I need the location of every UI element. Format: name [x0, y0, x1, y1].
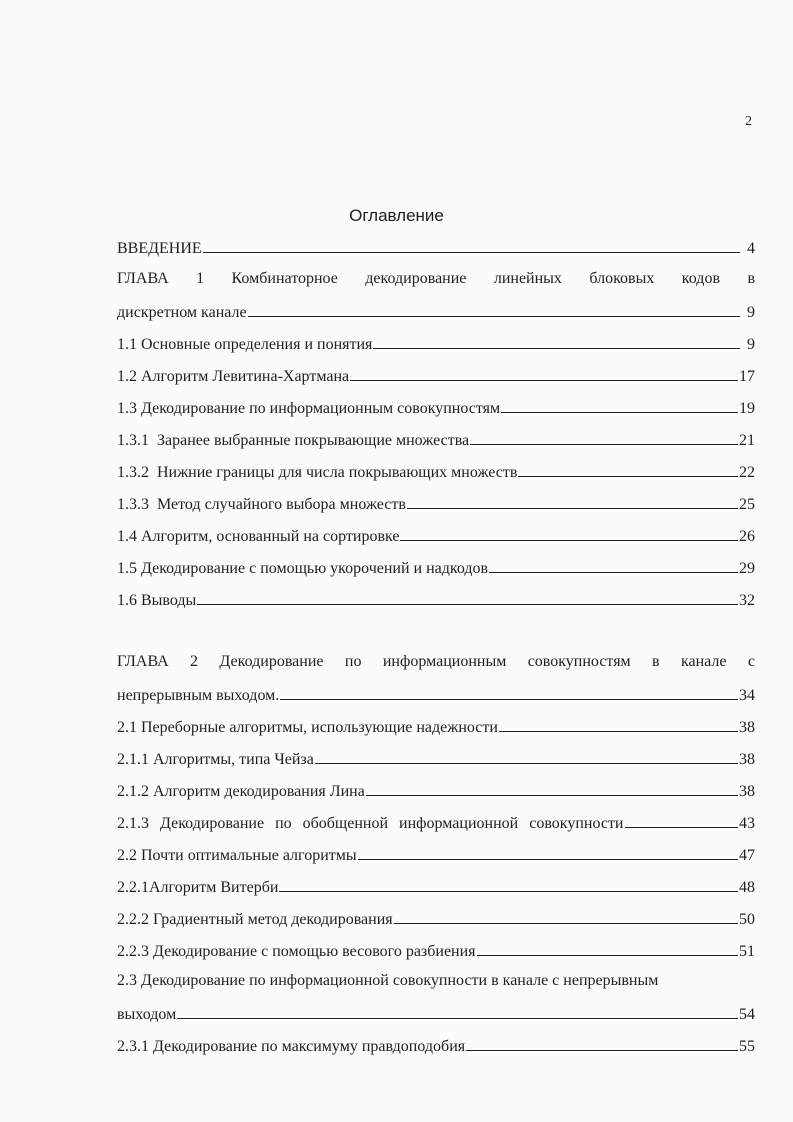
toc-section-2-3-continuation[interactable] [117, 1000, 755, 1024]
toc-entry-text: 2.2 Почти оптимальные алгоритмы [117, 847, 357, 864]
toc-entry-text: 1.5 Декодирование с помощью укорочений и надкодов [117, 560, 489, 577]
toc-entry-1-5[interactable] [117, 554, 755, 578]
leader-line [489, 572, 738, 573]
toc-entry-2-3-1[interactable] [117, 1032, 755, 1056]
toc-entry-page: 21 [739, 432, 755, 449]
toc-entry-text [117, 432, 469, 450]
toc-chapter-1-heading[interactable]: ГЛАВА 1 Комбинаторное декодирование линейных блоковых кодов в [117, 270, 755, 287]
toc-entry-page: 54 [739, 1006, 755, 1023]
leader-line [466, 1050, 738, 1051]
toc-entry-text: ВВЕДЕНИЕ [117, 240, 202, 257]
toc-entry-page: 9 [747, 304, 755, 321]
toc-entry-text: выходом [117, 1006, 177, 1023]
leader-line [197, 604, 738, 605]
toc-entry-number: 1.3.2 [117, 464, 149, 481]
toc-entry-text: 1.6 Выводы [117, 592, 197, 609]
leader-line [501, 412, 738, 413]
leader-line [280, 699, 738, 700]
toc-entry-page: 29 [739, 560, 755, 577]
toc-entry-1-3[interactable] [117, 394, 755, 418]
toc-entry-page: 47 [739, 847, 755, 864]
toc-entry-page: 48 [739, 879, 755, 896]
toc-entry-1-2[interactable] [117, 362, 755, 386]
leader-line [518, 476, 738, 477]
toc-entry-page: 38 [739, 751, 755, 768]
toc-entry-text: 2.1.2 Алгоритм декодирования Лина [117, 783, 365, 800]
toc-entry-text: 1.2 Алгоритм Левитина-Хартмана [117, 368, 350, 385]
leader-line [394, 923, 738, 924]
toc-entry-text: 2.1.1 Алгоритмы, типа Чейза [117, 751, 314, 768]
leader-line [373, 348, 740, 349]
toc-chapter-2-heading[interactable]: ГЛАВА 2 Декодирование по информационным совокупностям в канале с [117, 653, 755, 670]
toc-entry-title: Метод случайного выбора множеств [157, 496, 406, 513]
toc-entry-page: 38 [739, 719, 755, 736]
toc-entry-number: 1.3.3 [117, 496, 149, 513]
toc-entry-2-1-2[interactable] [117, 777, 755, 801]
toc-title: Оглавление [349, 206, 444, 225]
toc-entry-page: 4 [747, 240, 755, 257]
toc-entry-page: 17 [739, 368, 755, 385]
leader-line [400, 540, 738, 541]
toc-entry-page: 32 [739, 592, 755, 609]
toc-entry-2-2-1[interactable] [117, 873, 755, 897]
toc-entry-1-4[interactable] [117, 522, 755, 546]
leader-line [350, 380, 738, 381]
leader-line [470, 444, 738, 445]
toc-entry-1-6[interactable] [117, 586, 755, 610]
toc-entry-2-2-2[interactable] [117, 905, 755, 929]
toc-entry-introduction[interactable] [117, 234, 755, 258]
toc-entry-page: 26 [739, 528, 755, 545]
toc-entry-text: 2.2.3 Декодирование с помощью весового разбиения [117, 943, 476, 960]
toc-entry-text: 2.2.2 Градиентный метод декодирования [117, 911, 393, 928]
toc-chapter-1-continuation[interactable] [117, 298, 755, 322]
toc-entry-text [117, 464, 517, 482]
toc-entry-page: 22 [739, 464, 755, 481]
toc-entry-text: 1.1 Основные определения и понятия [117, 336, 373, 353]
toc-entry-page: 25 [739, 496, 755, 513]
toc-entry-text: дискретном канале [117, 304, 247, 321]
toc-entry-1-3-3[interactable] [117, 490, 755, 514]
toc-entry-1-3-1[interactable] [117, 426, 755, 450]
toc-entry-title: Нижние границы для числа покрывающих множеств [157, 464, 518, 481]
leader-line [366, 795, 738, 796]
leader-line [203, 252, 740, 253]
toc-entry-2-2-3[interactable] [117, 937, 755, 961]
toc-entry-page: 9 [747, 336, 755, 353]
leader-line [499, 731, 738, 732]
toc-section-2-3-heading[interactable]: 2.3 Декодирование по информационной совокупности в канале с непрерывным [117, 972, 659, 989]
toc-entry-page: 34 [739, 687, 755, 704]
toc-entry-text [117, 496, 406, 514]
toc-entry-page: 51 [739, 943, 755, 960]
leader-line [248, 316, 740, 317]
toc-entry-text: 2.1.3 Декодирование по обобщенной информационной совокупности [117, 815, 624, 832]
toc-entry-text: 2.1 Переборные алгоритмы, использующие надежности [117, 719, 498, 736]
leader-line [177, 1018, 738, 1019]
toc-chapter-2-continuation[interactable] [117, 681, 755, 705]
toc-entry-2-2[interactable] [117, 841, 755, 865]
toc-entry-number: 1.3.1 [117, 432, 149, 449]
toc-entry-page: 19 [739, 400, 755, 417]
toc-entry-text: непрерывным выходом. [117, 687, 280, 704]
toc-entry-text: 2.2.1Алгоритм Витерби [117, 879, 279, 896]
toc-entry-page: 55 [739, 1038, 755, 1055]
toc-entry-title: Заранее выбранные покрывающие множества [157, 432, 470, 449]
toc-entry-page: 50 [739, 911, 755, 928]
toc-entry-text: 1.3 Декодирование по информационным совокупностям [117, 400, 501, 417]
toc-entry-text: 2.3.1 Декодирование по максимуму правдоподобия [117, 1038, 466, 1055]
leader-line [407, 508, 738, 509]
toc-entry-page: 43 [739, 815, 755, 832]
toc-entry-text: 1.4 Алгоритм, основанный на сортировке [117, 528, 400, 545]
toc-entry-2-1-3[interactable] [117, 809, 755, 833]
toc-entry-page: 38 [739, 783, 755, 800]
leader-line [477, 955, 738, 956]
leader-line [315, 763, 738, 764]
leader-line [358, 859, 738, 860]
leader-line [279, 891, 738, 892]
toc-entry-1-1[interactable] [117, 330, 755, 354]
toc-entry-2-1-1[interactable] [117, 745, 755, 769]
leader-line [625, 827, 739, 828]
toc-entry-1-3-2[interactable] [117, 458, 755, 482]
page-number: 2 [745, 114, 752, 129]
toc-entry-2-1[interactable] [117, 713, 755, 737]
